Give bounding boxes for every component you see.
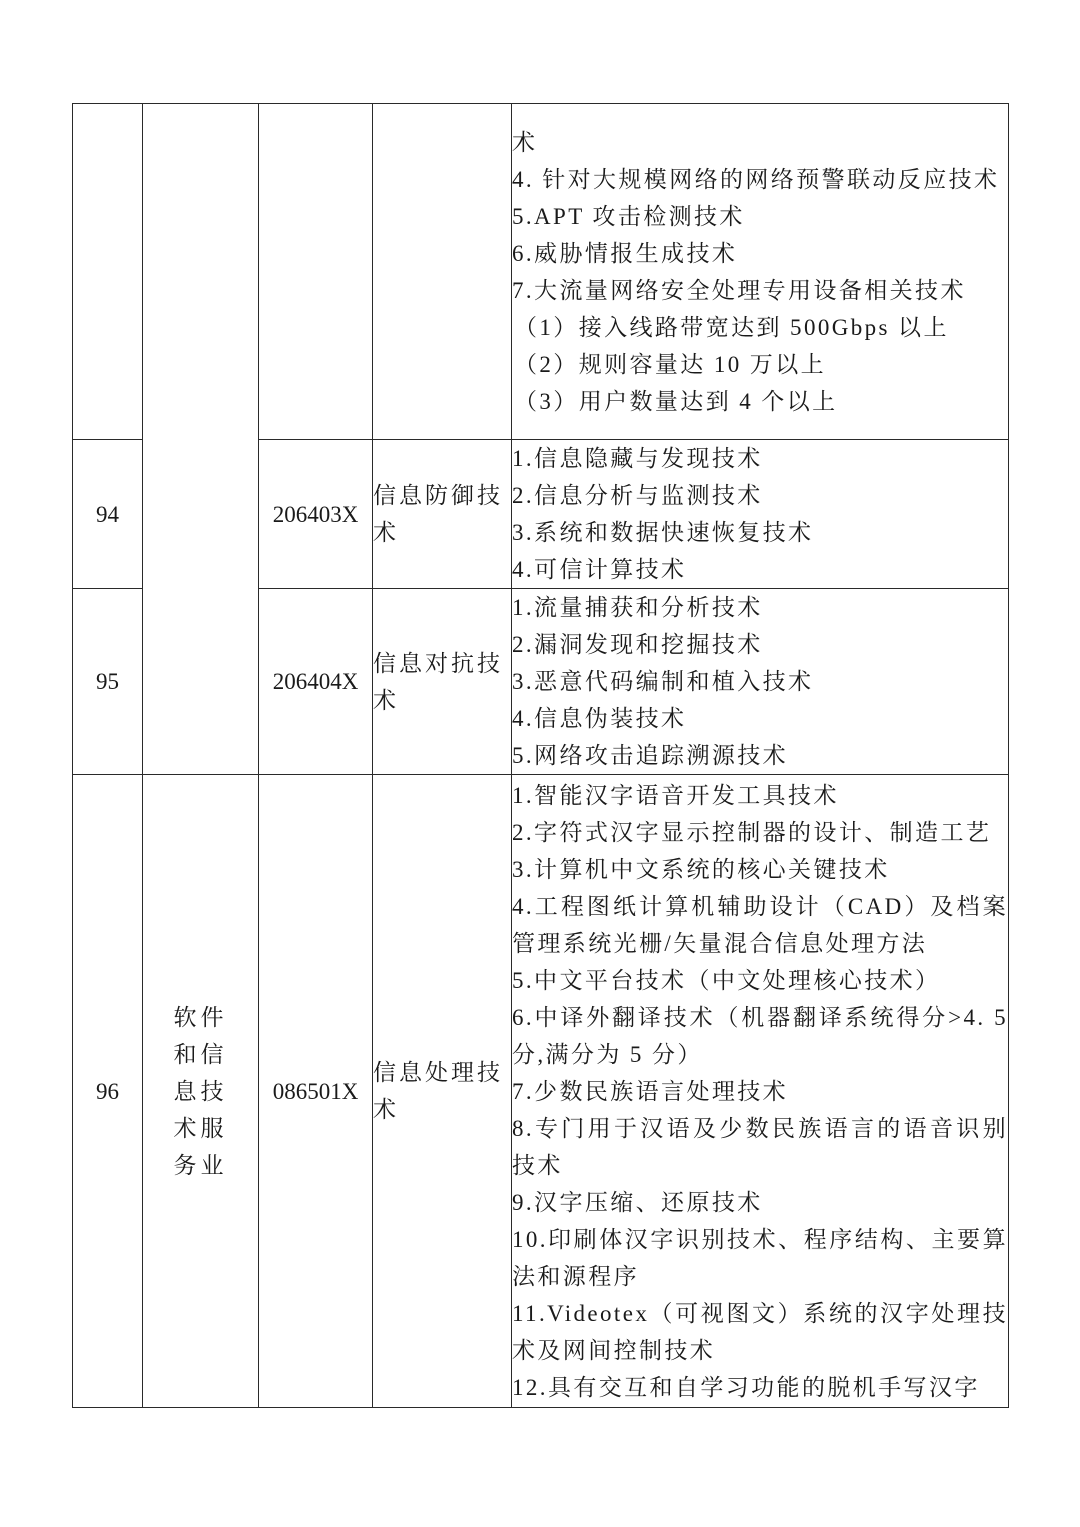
tech-code: 206403X — [259, 440, 373, 589]
tech-item-list — [512, 440, 1008, 588]
list-item: 6.威胁情报生成技术 — [512, 240, 738, 266]
list-item: 10.印刷体汉字识别技术、程序结构、主要算法和源程序 — [512, 1226, 1008, 1289]
list-item: 1.智能汉字语音开发工具技术 — [512, 782, 839, 808]
list-item: （3）用户数量达到 4 个以上 — [514, 388, 838, 414]
list-item: 12.具有交互和自学习功能的脱机手写汉字 — [512, 1374, 980, 1400]
list-item: 7.大流量网络安全处理专用设备相关技术 — [512, 277, 966, 303]
list-item: 4.信息伪装技术 — [512, 706, 687, 731]
list-item: 8.专门用于汉语及少数民族语言的语音识别技术 — [512, 1115, 1008, 1178]
tech-item-list — [512, 777, 1008, 1406]
list-item: 4.可信计算技术 — [512, 557, 687, 582]
list-item: 6.中译外翻译技术（机器翻译系统得分>4. 5 分,满分为 5 分） — [512, 1004, 1008, 1067]
tech-name — [373, 104, 512, 440]
tech-items-cell — [512, 440, 1009, 589]
row-number: 96 — [73, 775, 143, 1408]
industry-cell — [143, 775, 259, 1408]
list-item: 2.信息分析与监测技术 — [512, 483, 763, 508]
list-item: 3.系统和数据快速恢复技术 — [512, 520, 814, 545]
list-item: 1.信息隐藏与发现技术 — [512, 446, 763, 471]
tech-name: 信息防御技术 — [373, 440, 512, 589]
tech-item-list — [512, 589, 1008, 774]
list-item: 2.字符式汉字显示控制器的设计、制造工艺 — [512, 819, 992, 845]
list-item: 4. 针对大规模网络的网络预警联动反应技术 — [512, 166, 1000, 192]
catalog-table — [72, 103, 1009, 1408]
industry-cell-empty — [143, 104, 259, 775]
tech-items-cell — [512, 104, 1009, 440]
tech-code: 206404X — [259, 589, 373, 775]
list-item: 11.Videotex（可视图文）系统的汉字处理技术及网间控制技术 — [512, 1300, 1008, 1363]
list-item: 7.少数民族语言处理技术 — [512, 1078, 789, 1104]
list-item: 1.流量捕获和分析技术 — [512, 595, 763, 620]
tech-items-cell — [512, 775, 1009, 1408]
tech-code — [259, 104, 373, 440]
list-item: 3.恶意代码编制和植入技术 — [512, 669, 814, 694]
tech-item-list — [512, 124, 1008, 420]
row-number — [73, 104, 143, 440]
list-item: 3.计算机中文系统的核心关键技术 — [512, 856, 890, 882]
list-item: 5.APT 攻击检测技术 — [512, 203, 745, 229]
tech-code: 086501X — [259, 775, 373, 1408]
tech-name: 信息处理技术 — [373, 775, 512, 1408]
tech-items-cell — [512, 589, 1009, 775]
row-number: 95 — [73, 589, 143, 775]
table-row — [73, 104, 1009, 440]
list-item: 4.工程图纸计算机辅助设计（CAD）及档案管理系统光栅/矢量混合信息处理方法 — [512, 893, 1008, 956]
list-item: （1）接入线路带宽达到 500Gbps 以上 — [514, 314, 949, 340]
industry-name: 软件和信息技术服务业 — [173, 1004, 228, 1178]
table-row — [73, 775, 1009, 1408]
list-item: 5.中文平台技术（中文处理核心技术） — [512, 967, 941, 993]
row-number: 94 — [73, 440, 143, 589]
list-item: 5.网络攻击追踪溯源技术 — [512, 743, 789, 768]
tech-name: 信息对抗技术 — [373, 589, 512, 775]
list-item: （2）规则容量达 10 万以上 — [514, 351, 826, 377]
list-item: 9.汉字压缩、还原技术 — [512, 1189, 763, 1215]
list-item: 术 — [512, 129, 538, 155]
list-item: 2.漏洞发现和挖掘技术 — [512, 632, 763, 657]
